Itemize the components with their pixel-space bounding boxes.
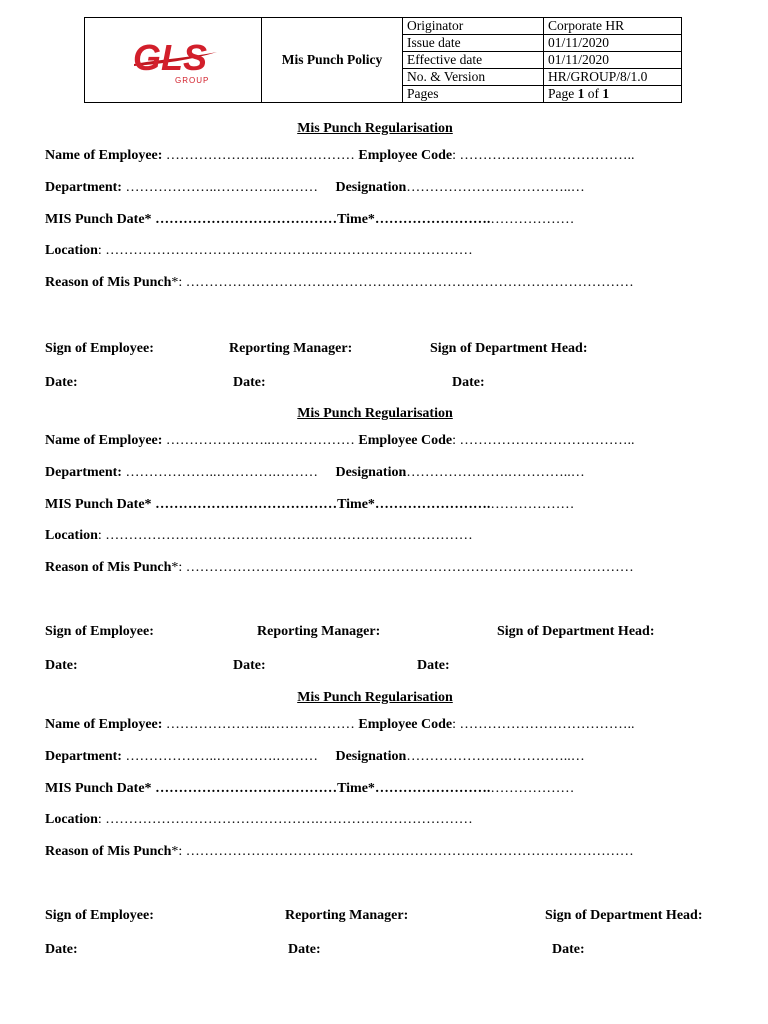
- meta-value-issue-date: 01/11/2020: [544, 35, 682, 52]
- reason-line: Reason of Mis Punch*: ……………………………………………………………………………………: [45, 275, 634, 290]
- meta-key-effective-date: Effective date: [403, 52, 544, 69]
- reason-line: Reason of Mis Punch*: ……………………………………………………………………………………: [45, 560, 634, 575]
- reporting-manager-label: Reporting Manager:: [257, 624, 381, 639]
- policy-title: Mis Punch Policy: [262, 18, 403, 103]
- punch-date-time-line: MIS Punch Date* …………………………………Time*…………………….………………: [45, 212, 575, 227]
- meta-value-originator: Corporate HR: [544, 18, 682, 35]
- date-label: Date:: [288, 942, 321, 957]
- meta-value-effective-date: 01/11/2020: [544, 52, 682, 69]
- document-header-table: [84, 17, 682, 103]
- date-label: Date:: [45, 658, 78, 673]
- page-number: 1: [577, 86, 585, 101]
- reporting-manager-label: Reporting Manager:: [285, 908, 409, 923]
- dept-designation-line: Department: ………………..………….……… Designation………………….…………..…: [45, 180, 585, 195]
- section-title: Mis Punch Regularisation: [297, 406, 453, 421]
- page-total: 1: [602, 86, 610, 101]
- dept-designation-line: Department: ………………..………….……… Designation………………….…………..…: [45, 749, 585, 764]
- reason-line: Reason of Mis Punch*: ……………………………………………………………………………………: [45, 844, 634, 859]
- date-label: Date:: [417, 658, 450, 673]
- location-line: Location: ……………………………………….……………………………: [45, 812, 473, 827]
- meta-key-issue-date: Issue date: [403, 35, 544, 52]
- date-label: Date:: [552, 942, 585, 957]
- logo-cell: [85, 18, 262, 103]
- sign-dept-head-label: Sign of Department Head:: [497, 624, 655, 639]
- punch-date-time-line: MIS Punch Date* …………………………………Time*…………………….………………: [45, 781, 575, 796]
- reporting-manager-label: Reporting Manager:: [229, 341, 353, 356]
- dept-designation-line: Department: ………………..………….……… Designation………………….…………..…: [45, 465, 585, 480]
- meta-value-pages: Page 1 of 1: [544, 86, 682, 103]
- logo-subtext: GROUP: [175, 76, 210, 85]
- sign-dept-head-label: Sign of Department Head:: [430, 341, 588, 356]
- meta-value-version: HR/GROUP/8/1.0: [544, 69, 682, 86]
- date-label: Date:: [452, 375, 485, 390]
- date-label: Date:: [233, 658, 266, 673]
- location-line: Location: ……………………………………….……………………………: [45, 528, 473, 543]
- name-code-line: Name of Employee: …………………..……………… Employee Code: ………………………………..: [45, 717, 635, 732]
- meta-key-version: No. & Version: [403, 69, 544, 86]
- sign-employee-label: Sign of Employee:: [45, 341, 154, 356]
- name-code-line: Name of Employee: …………………..……………… Employee Code: ………………………………..: [45, 433, 635, 448]
- name-code-line: Name of Employee: …………………..……………… Employee Code: ………………………………..: [45, 148, 635, 163]
- section-title: Mis Punch Regularisation: [297, 121, 453, 136]
- punch-date-time-line: MIS Punch Date* …………………………………Time*…………………….………………: [45, 497, 575, 512]
- svg-text:GLS: GLS: [133, 37, 208, 78]
- meta-key-originator: Originator: [403, 18, 544, 35]
- section-title: Mis Punch Regularisation: [297, 690, 453, 705]
- date-label: Date:: [45, 942, 78, 957]
- sign-employee-label: Sign of Employee:: [45, 624, 154, 639]
- meta-key-pages: Pages: [403, 86, 544, 103]
- location-line: Location: ……………………………………….……………………………: [45, 243, 473, 258]
- sign-dept-head-label: Sign of Department Head:: [545, 908, 703, 923]
- gls-logo: [131, 30, 219, 86]
- date-label: Date:: [45, 375, 78, 390]
- date-label: Date:: [233, 375, 266, 390]
- sign-employee-label: Sign of Employee:: [45, 908, 154, 923]
